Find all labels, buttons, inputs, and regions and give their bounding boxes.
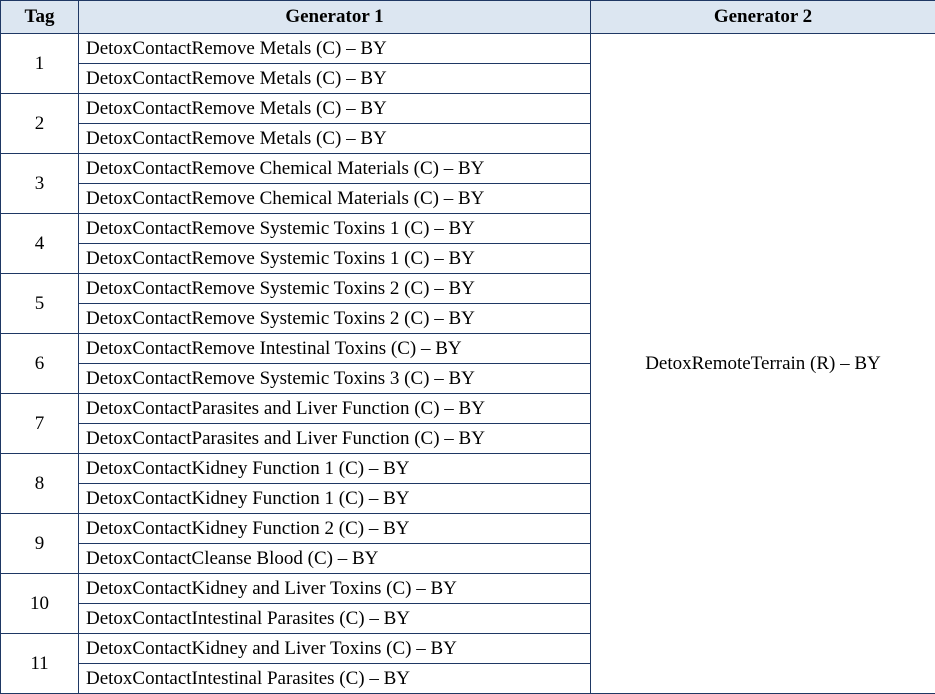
generator-1-cell	[79, 334, 591, 394]
generator-1-cell	[79, 394, 591, 454]
generator-1-line: DetoxContactKidney and Liver Toxins (C) – BY	[79, 574, 590, 603]
generator-1-line: DetoxContactRemove Systemic Toxins 1 (C) – BY	[79, 243, 590, 273]
tag-value: 9	[1, 514, 79, 574]
tag-value: 4	[1, 214, 79, 274]
generator-1-cell	[79, 454, 591, 514]
generator-1-line: DetoxContactCleanse Blood (C) – BY	[79, 543, 590, 573]
table-row	[1, 34, 935, 94]
column-header-generator-1: Generator 1	[79, 1, 591, 34]
generator-1-line: DetoxContactRemove Chemical Materials (C) – BY	[79, 154, 590, 183]
generator-1-cell	[79, 574, 591, 634]
generator-1-line: DetoxContactKidney Function 2 (C) – BY	[79, 514, 590, 543]
generator-1-line: DetoxContactParasites and Liver Function (C) – BY	[79, 394, 590, 423]
generator-1-line: DetoxContactRemove Chemical Materials (C) – BY	[79, 183, 590, 213]
generator-1-line: DetoxContactRemove Metals (C) – BY	[79, 63, 590, 93]
generator-1-cell	[79, 514, 591, 574]
generator-1-cell	[79, 634, 591, 694]
generator-1-line: DetoxContactRemove Systemic Toxins 1 (C) – BY	[79, 214, 590, 243]
generator-1-cell	[79, 34, 591, 94]
generator-1-line: DetoxContactIntestinal Parasites (C) – BY	[79, 603, 590, 633]
generator-1-line: DetoxContactRemove Systemic Toxins 2 (C) – BY	[79, 274, 590, 303]
generator-1-line: DetoxContactParasites and Liver Function (C) – BY	[79, 423, 590, 453]
tag-value: 11	[1, 634, 79, 694]
tag-value: 10	[1, 574, 79, 634]
generator-1-line: DetoxContactRemove Metals (C) – BY	[79, 34, 590, 63]
table-header	[1, 1, 935, 34]
tag-value: 6	[1, 334, 79, 394]
generator-1-cell	[79, 94, 591, 154]
generator-1-line: DetoxContactIntestinal Parasites (C) – BY	[79, 663, 590, 693]
generator-1-line: DetoxContactRemove Metals (C) – BY	[79, 94, 590, 123]
tag-value: 2	[1, 94, 79, 154]
tag-value: 5	[1, 274, 79, 334]
generator-1-line: DetoxContactRemove Systemic Toxins 3 (C) – BY	[79, 363, 590, 393]
generator-1-cell	[79, 274, 591, 334]
tag-value: 7	[1, 394, 79, 454]
tag-value: 3	[1, 154, 79, 214]
generator-1-line: DetoxContactRemove Systemic Toxins 2 (C) – BY	[79, 303, 590, 333]
generator-1-line: DetoxContactKidney and Liver Toxins (C) – BY	[79, 634, 590, 663]
column-header-generator-2: Generator 2	[591, 1, 935, 34]
tag-value: 8	[1, 454, 79, 514]
generator-1-cell	[79, 214, 591, 274]
generator-1-line: DetoxContactRemove Intestinal Toxins (C) – BY	[79, 334, 590, 363]
generator-1-line: DetoxContactRemove Metals (C) – BY	[79, 123, 590, 153]
tag-value: 1	[1, 34, 79, 94]
generator-2-cell: DetoxRemoteTerrain (R) – BY	[591, 34, 935, 694]
generator-1-line: DetoxContactKidney Function 1 (C) – BY	[79, 454, 590, 483]
column-header-tag: Tag	[1, 1, 79, 34]
generator-1-line: DetoxContactKidney Function 1 (C) – BY	[79, 483, 590, 513]
table-body	[1, 34, 935, 694]
generator-1-cell	[79, 154, 591, 214]
table-header-row	[1, 1, 935, 34]
